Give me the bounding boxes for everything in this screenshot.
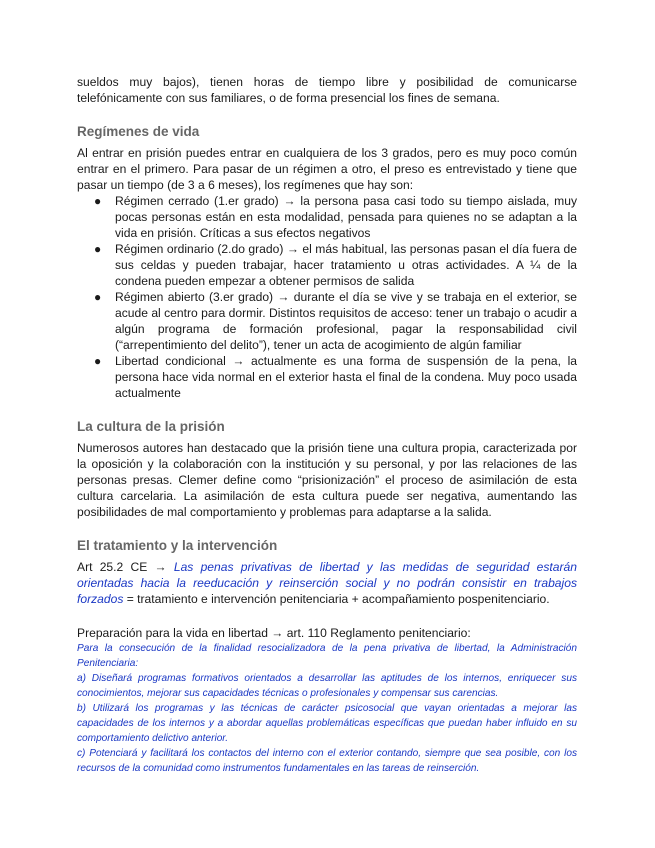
list-item-text: Régimen abierto (3.er grado) → durante el día se vive y se trabaja en el exterior, se acude al centro para dormir. Distintos requisitos de acceso: tener un trabajo o acudir a algún programa de formación profesional, pagar la responsabilidad civil (“arrepentimiento del delito”), tener un acta de acogimiento de algún familiar (115, 290, 577, 352)
list-item (94, 353, 577, 401)
regimenes-intro-paragraph: Al entrar en prisión puedes entrar en cualquiera de los 3 grados, pero es muy poco común entrar en el primero. Para pasar de un régimen a otro, el preso es entrevistado y tiene que pasar un tiempo (de 3 a 6 meses), los regímenes que hay son: (77, 146, 577, 192)
list-item (94, 193, 577, 241)
section-heading-tratamiento: El tratamiento y la intervención (77, 538, 278, 553)
reglamento-line: b) Utilizará los programas y las técnicas de carácter psicosocial que vayan orientadas a mejorar las capacidades de los internos y a abordar aquellas problemáticas específicas que puedan haber influido en su comportamiento delictivo anterior. (77, 703, 577, 744)
reglamento-quote (77, 641, 577, 776)
art-quote: Las penas privativas de libertad y las medidas de seguridad estarán orientadas hacia la reeducación y reinserción social y no podrán consistir en trabajos forzados (77, 560, 577, 606)
art-suffix: = tratamiento e intervención penitenciaria + acompañamiento pospenitenciario. (123, 592, 550, 606)
cultura-paragraph: Numerosos autores han destacado que la prisión tiene una cultura propia, caracterizada por la oposición y la colaboración con la institución y su personal, y por las relaciones de las personas presas. Clemer define como “prisionización” el proceso de asimilación de esta cultura carcelaria. La asimilación de esta cultura puede ser negativa, aumentando las posibilidades de mal comportamiento y problemas para adaptarse a la salida. (77, 441, 577, 519)
bullet-icon: ● (94, 194, 102, 208)
list-item (94, 241, 577, 289)
art-25-paragraph (77, 559, 577, 607)
list-item-text: Régimen ordinario (2.do grado) → el más habitual, las personas pasan el día fuera de sus celdas y pueden trabajar, hacer tratamiento u otras actividades. A ¼ de la condena pueden empezar a obtener permisos de salida (115, 242, 577, 288)
list-item-text: Régimen cerrado (1.er grado) → la persona pasa casi todo su tiempo aislada, muy pocas personas están en esta modalidad, pensada para quienes no se adaptan a la vida en prisión. Críticas a sus efectos negativos (115, 194, 577, 240)
list-item (94, 289, 577, 353)
list-item-text: Libertad condicional → actualmente es una forma de suspensión de la pena, la persona hace vida normal en el exterior hasta el final de la condena. Muy poco usada actualmente (115, 354, 577, 400)
art-prefix: Art 25.2 CE → (77, 560, 174, 574)
bullet-icon: ● (94, 290, 102, 304)
section-heading-regimenes: Regímenes de vida (77, 124, 200, 139)
reglamento-line: c) Potenciará y facilitará los contactos del interno con el exterior contando, siempre que sea posible, con los recursos de la comunidad como instrumentos fundamentales en las tareas de reinserción. (77, 748, 577, 774)
reglamento-line: a) Diseñará programas formativos orientados a desarrollar las aptitudes de los internos, enriquecer sus conocimientos, mejorar sus capacidades técnicas o profesionales y compensar sus carencias. (77, 673, 577, 699)
bullet-icon: ● (94, 242, 102, 256)
section-heading-cultura: La cultura de la prisión (77, 419, 225, 434)
document-page (77, 74, 577, 776)
bullet-icon: ● (94, 354, 102, 368)
intro-paragraph: sueldos muy bajos), tienen horas de tiempo libre y posibilidad de comunicarse telefónicamente con sus familiares, o de forma presencial los fines de semana. (77, 75, 577, 105)
reglamento-line: Para la consecución de la finalidad resocializadora de la pena privativa de libertad, la Administración Penitenciaria: (77, 643, 577, 669)
preparation-line: Preparación para la vida en libertad → art. 110 Reglamento penitenciario: (77, 626, 471, 640)
regimes-list (77, 193, 577, 401)
